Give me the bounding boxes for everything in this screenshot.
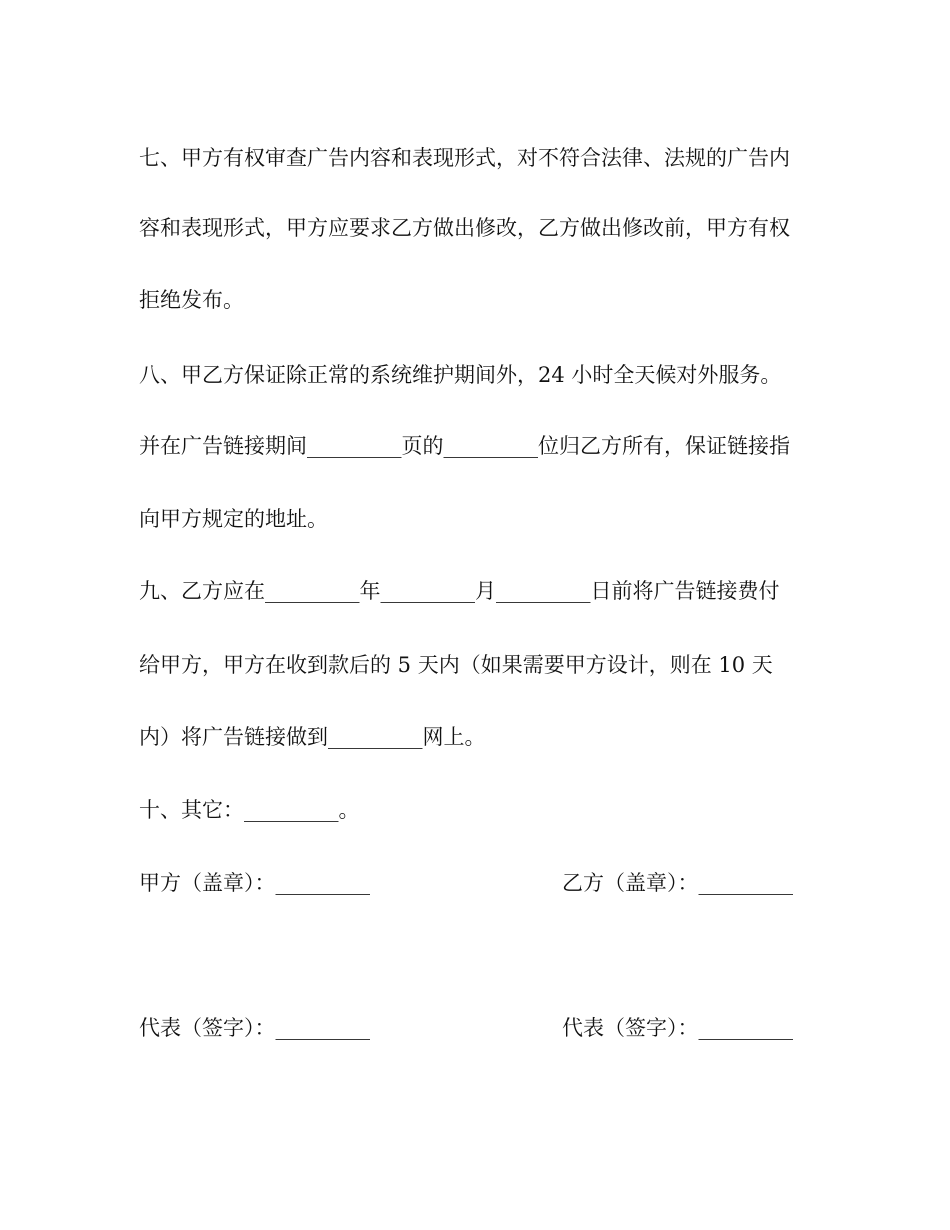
clause-7-line-1: 七、甲方有权审查广告内容和表现形式，对不符合法律、法规的广告内 bbox=[139, 146, 790, 170]
clause-9-line-2: 给甲方，甲方在收到款后的 5 天内（如果需要甲方设计，则在 10 天 bbox=[139, 653, 773, 677]
clause-7-line-3: 拒绝发布。 bbox=[139, 288, 244, 312]
clause-8-line-3: 向甲方规定的地址。 bbox=[139, 507, 328, 531]
clause-9-line-3: 内）将广告链接做到_________网上。 bbox=[139, 725, 486, 749]
clause-10-line-1: 十、其它：_________。 bbox=[139, 798, 360, 822]
clause-7-line-2: 容和表现形式，甲方应要求乙方做出修改，乙方做出修改前，甲方有权 bbox=[139, 216, 790, 240]
party-b-representative-field: 代表（签字）：_________ bbox=[562, 1016, 793, 1040]
party-a-seal-field: 甲方（盖章）：_________ bbox=[139, 871, 370, 895]
clause-9-line-1: 九、乙方应在_________年_________月_________日前将广告链接费付 bbox=[139, 579, 780, 603]
clause-8-line-2: 并在广告链接期间_________页的_________位归乙方所有，保证链接指 bbox=[139, 434, 790, 458]
party-b-seal-field: 乙方（盖章）：_________ bbox=[562, 871, 793, 895]
clause-8-line-1: 八、甲乙方保证除正常的系统维护期间外，24 小时全天候对外服务。 bbox=[139, 363, 782, 387]
party-a-representative-field: 代表（签字）：_________ bbox=[139, 1016, 370, 1040]
